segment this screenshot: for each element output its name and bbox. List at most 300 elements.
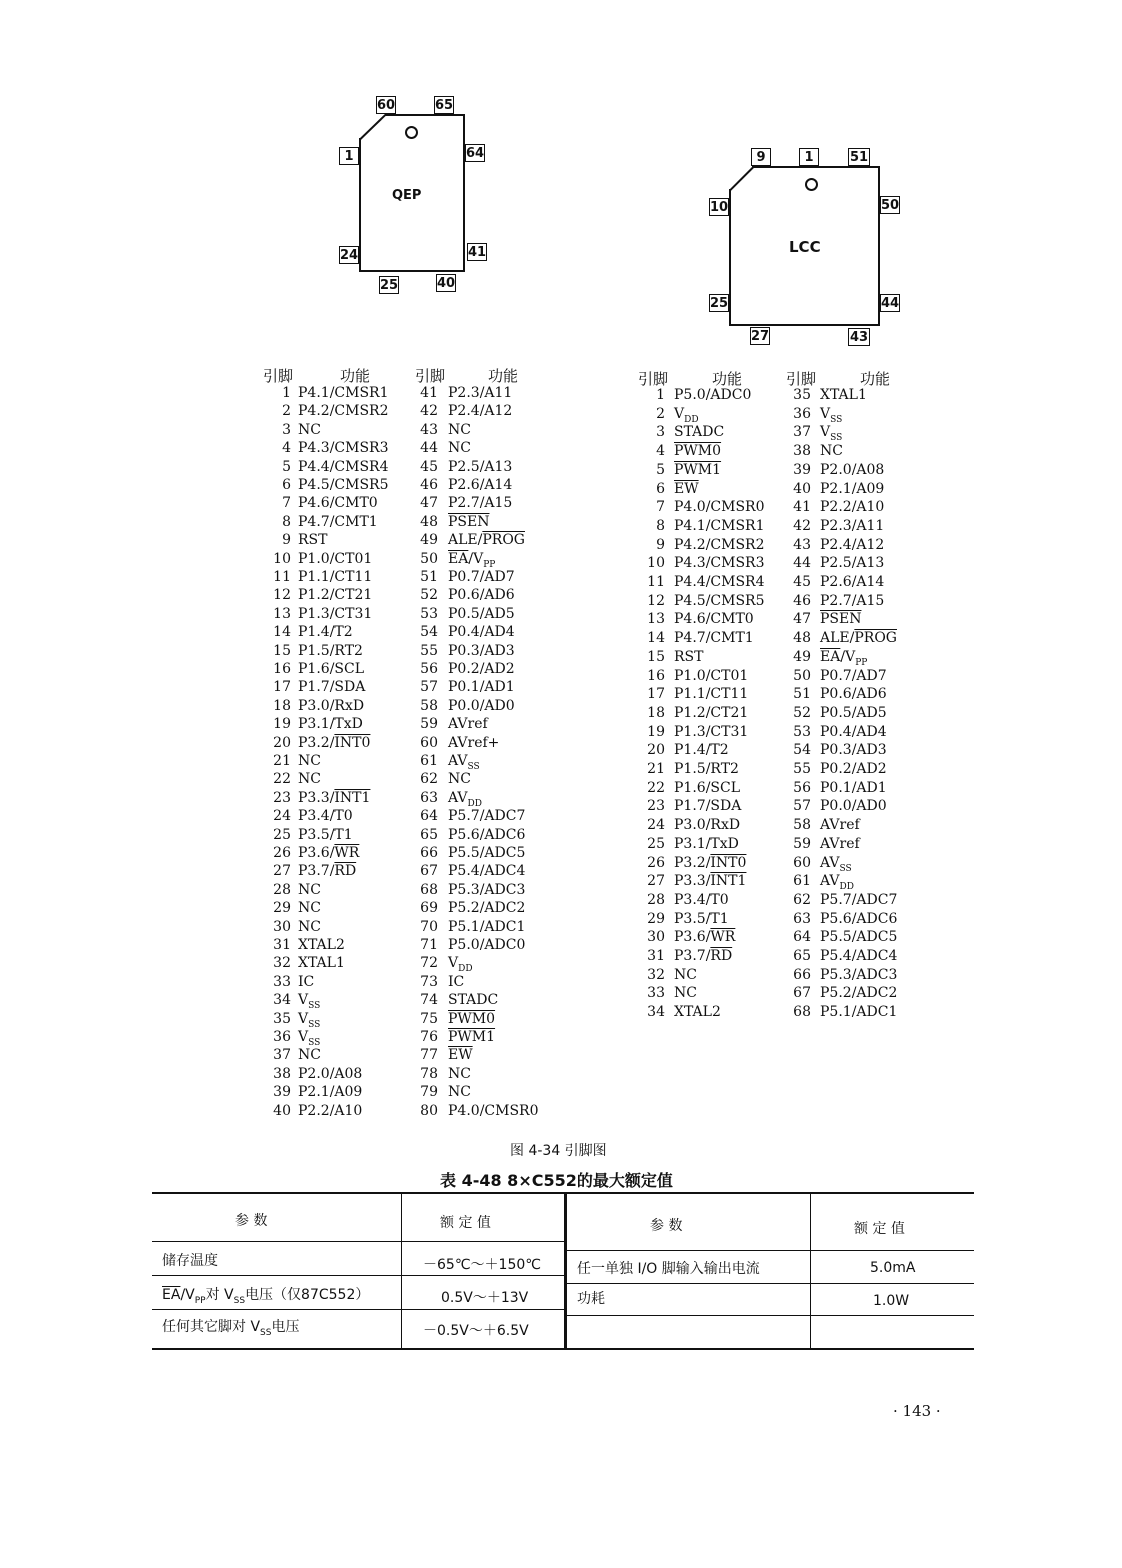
pin-function: P0.0/AD0	[448, 697, 515, 714]
lcc-col2-pin-header: 引脚	[786, 370, 817, 388]
pin-number: 46	[793, 592, 811, 609]
lcc-pin-50: 50	[881, 198, 900, 213]
qfp-pin1-dot	[405, 126, 418, 139]
pin-function: $P3.6/\overline{WR}$	[674, 929, 736, 946]
table-right-rating-header: 额 定 值	[854, 1221, 905, 1237]
pin-number: 62	[420, 771, 438, 788]
pin-function: P3.1/TxD	[674, 835, 739, 852]
pin-number: 41	[420, 385, 438, 401]
pin-function: P5.3/ADC3	[820, 966, 898, 983]
pin-function: P0.5/AD5	[448, 605, 515, 622]
lcc-col2-func-header: 功能	[860, 370, 891, 388]
pin-number: 7	[282, 495, 291, 512]
pin-function: P4.2/CMSR2	[674, 536, 765, 553]
pin-number: 17	[273, 679, 291, 696]
pin-function: P1.2/CT21	[298, 587, 373, 604]
pin-function: P1.0/CT01	[674, 667, 749, 684]
pin-number: 38	[273, 1065, 291, 1082]
pin-number: 19	[647, 723, 665, 740]
pin-number: 37	[793, 424, 811, 441]
qfp-pin-64: 64	[466, 146, 485, 161]
lcc-pin-27: 27	[751, 329, 770, 344]
pin-function: AVref+	[448, 734, 500, 751]
table-top-rule	[152, 1192, 974, 1194]
pin-function: P5.7/ADC7	[820, 891, 898, 908]
pin-function: P0.6/AD6	[820, 686, 887, 703]
pin-function: P3.3/INT1	[674, 873, 747, 890]
pin-function: P5.1/ADC1	[820, 1004, 898, 1021]
pin-number: 15	[273, 642, 291, 659]
table-bottom-rule	[152, 1348, 974, 1350]
pin-number: 47	[793, 611, 811, 628]
pin-number: 72	[420, 955, 438, 972]
pin-function: P4.2/CMSR2	[298, 403, 389, 420]
pin-number: 43	[420, 421, 438, 438]
pin-function: P1.3/CT31	[298, 605, 373, 622]
pin-function: P5.0/ADC0	[448, 937, 526, 953]
pin-number: 9	[282, 532, 291, 549]
table-title: 表 4-48 8×C552的最大额定值	[440, 1171, 673, 1190]
pin-function: P5.2/ADC2	[820, 985, 898, 1002]
qfp-pin-24: 24	[340, 248, 359, 263]
pin-function: P3.5/T1	[674, 910, 729, 927]
pin-function: P5.3/ADC3	[448, 881, 526, 898]
pin-function: P2.0/A08	[298, 1065, 363, 1082]
lcc-body-left-edge	[729, 189, 731, 326]
pin-function: P5.6/ADC6	[820, 910, 898, 927]
pin-function: P3.3/INT1	[298, 789, 371, 806]
pin-number: 6	[656, 480, 665, 497]
pin-function: NC	[298, 1047, 321, 1064]
pin-number: 59	[793, 835, 811, 852]
pin-number: 42	[420, 403, 438, 420]
pin-function: IC	[448, 973, 465, 990]
pin-function: NC	[298, 771, 321, 788]
pin-function: P3.0/RxD	[674, 817, 741, 834]
pin-function: P1.3/CT31	[674, 723, 749, 740]
pin-number: 67	[793, 985, 811, 1002]
pin-function: NC	[298, 753, 321, 769]
qfp-col2-pin-header: 引脚	[415, 367, 446, 385]
pin-number: 44	[793, 555, 811, 572]
pin-number: 2	[656, 405, 665, 422]
table-left-param-header: 参 数	[235, 1213, 268, 1229]
pin-number: 1	[282, 385, 291, 401]
pin-number: 31	[647, 948, 665, 964]
pin-number: 2	[282, 403, 291, 420]
pin-number: 63	[420, 789, 438, 806]
pin-function: NC	[298, 918, 321, 935]
pin-function: PSEN	[448, 513, 490, 530]
table-right-row1-param: 任一单独 I/O 脚输入输出电流	[577, 1261, 760, 1277]
pin-function: $V_{DD}$	[448, 955, 473, 975]
pin-function: P1.6/SCL	[674, 779, 741, 796]
pin-function: P4.6/CMT0	[298, 495, 378, 512]
pin-number: 76	[420, 1029, 438, 1045]
pin-function: P0.3/AD3	[820, 742, 887, 759]
pin-function: P1.1/CT11	[674, 686, 749, 703]
pin-function: P0.7/AD7	[448, 569, 515, 585]
pin-function: P0.0/AD0	[820, 798, 887, 815]
pin-number: 38	[793, 443, 811, 460]
pin-number: 79	[420, 1084, 438, 1101]
pin-function: P3.5/T1	[298, 826, 353, 843]
pin-function: P5.2/ADC2	[448, 900, 526, 917]
pin-number: 24	[647, 817, 665, 834]
table-right-row1-value: 5.0mA	[870, 1260, 916, 1276]
pin-function: P0.2/AD2	[448, 661, 515, 677]
pin-number: 43	[793, 536, 811, 553]
pin-function: XTAL2	[674, 1004, 721, 1021]
pin-function: P3.4/T0	[674, 891, 729, 908]
pin-function: NC	[298, 900, 321, 917]
pin-function: NC	[448, 771, 471, 788]
pin-function: P3.0/RxD	[298, 697, 365, 714]
pin-number: 14	[647, 630, 665, 647]
pin-function: NC	[448, 421, 471, 438]
pin-number: 65	[420, 826, 438, 843]
pin-number: 35	[793, 387, 811, 403]
lcc-col1-pin-header: 引脚	[638, 370, 669, 388]
pin-number: 56	[420, 661, 438, 677]
pin-number: 22	[647, 779, 665, 796]
pin-number: 67	[420, 863, 438, 880]
pin-number: 12	[647, 592, 665, 609]
pin-number: 66	[793, 966, 811, 983]
lcc-pin-51: 51	[849, 150, 869, 165]
pin-function: P4.3/CMSR3	[674, 555, 765, 572]
pin-function: P0.1/AD1	[820, 779, 887, 796]
pin-number: 74	[420, 992, 438, 1009]
pin-number: 10	[647, 555, 665, 572]
pin-number: 56	[793, 779, 811, 796]
table-left-row2-value: 0.5V～＋13V	[441, 1290, 529, 1306]
pin-number: 26	[273, 845, 291, 861]
pin-function: P0.3/AD3	[448, 642, 515, 659]
pin-function: P1.5/RT2	[298, 642, 363, 659]
pin-number: 6	[282, 477, 291, 493]
pin-function: $V_{SS}$	[820, 405, 843, 425]
pin-function: P3.2/INT0	[674, 854, 747, 871]
table-left-rating-header: 额 定 值	[440, 1215, 491, 1231]
pin-function: PSEN	[820, 611, 862, 628]
pin-number: 53	[793, 723, 811, 740]
pin-function: RST	[674, 648, 704, 665]
pin-function: $AV_{DD}$	[820, 873, 854, 892]
pin-function: $P3.7/\overline{RD}$	[298, 863, 357, 880]
pin-number: 18	[273, 697, 291, 714]
pin-function: $V_{SS}$	[298, 1029, 321, 1048]
pin-number: 66	[420, 845, 438, 861]
lcc-pin-10: 10	[710, 200, 729, 215]
pin-function: P3.2/INT0	[298, 734, 371, 751]
pin-number: 69	[420, 900, 438, 917]
pin-function: P4.1/CMSR1	[674, 517, 765, 534]
pin-function: P0.4/AD4	[820, 723, 887, 740]
pin-function: NC	[674, 985, 697, 1002]
pin-function: PWM1	[448, 1029, 496, 1045]
pin-function: P5.4/ADC4	[820, 948, 898, 964]
lcc-pin-25: 25	[710, 296, 729, 311]
pin-number: 77	[420, 1047, 438, 1064]
table-right-row2-value: 1.0W	[873, 1293, 910, 1309]
pin-number: 27	[647, 873, 665, 890]
pin-number: 52	[420, 587, 438, 604]
pin-number: 44	[420, 440, 438, 457]
pin-number: 13	[273, 605, 291, 622]
pin-function: NC	[298, 421, 321, 438]
pin-function: P1.4/T2	[298, 624, 353, 641]
pin-number: 20	[647, 742, 665, 759]
pin-number: 54	[793, 742, 811, 759]
pin-function: P1.4/T2	[674, 742, 729, 759]
pin-number: 16	[647, 667, 665, 684]
pin-number: 55	[420, 642, 438, 659]
pin-number: 21	[273, 753, 291, 769]
pin-number: 60	[420, 734, 438, 751]
lcc-pin-1: 1	[799, 148, 819, 166]
qfp-pin-25: 25	[380, 278, 399, 293]
table-left-divider	[401, 1194, 402, 1348]
qfp-col1-func-header: 功能	[340, 367, 371, 385]
pin-number: 46	[420, 477, 438, 493]
pin-number: 11	[273, 569, 291, 585]
qfp-label: QEP	[392, 188, 422, 203]
pin-function: $P3.6/\overline{WR}$	[298, 845, 360, 861]
pin-function: STADC	[448, 992, 499, 1009]
pin-function: P0.2/AD2	[820, 761, 887, 777]
pin-function: P2.2/A10	[820, 499, 885, 516]
pin-number: 33	[273, 973, 291, 990]
pin-number: 50	[420, 550, 438, 567]
table-left-row3-param: 任何其它脚对 $V_{SS}$电压	[162, 1319, 300, 1338]
pin-number: 36	[273, 1029, 291, 1045]
table-left-row1-param: 储存温度	[162, 1253, 218, 1269]
pin-number: 26	[647, 854, 665, 871]
pin-function: $AV_{SS}$	[820, 854, 852, 874]
pin-number: 11	[647, 574, 665, 590]
pin-number: 22	[273, 771, 291, 788]
pin-number: 41	[793, 499, 811, 516]
pin-number: 70	[420, 918, 438, 935]
pin-function: $V_{DD}$	[674, 405, 699, 425]
lcc-notch	[729, 167, 754, 192]
pin-function: NC	[448, 1084, 471, 1101]
pin-number: 35	[273, 1010, 291, 1027]
pin-function: P2.3/A11	[820, 517, 885, 534]
pin-number: 7	[656, 499, 665, 516]
pin-number: 24	[273, 808, 291, 825]
pin-number: 65	[793, 948, 811, 964]
pin-function: P2.1/A09	[298, 1084, 363, 1101]
pin-number: 63	[793, 910, 811, 927]
pin-function: ALE/PROG	[820, 630, 897, 647]
lcc-pin-43: 43	[849, 330, 869, 345]
pin-number: 9	[656, 536, 665, 553]
qfp-pin-60: 60	[377, 98, 396, 113]
pin-function: ALE/PROG	[448, 532, 525, 549]
pin-number: 68	[793, 1004, 811, 1021]
pin-function: PWM0	[448, 1010, 496, 1027]
pin-function: P4.1/CMSR1	[298, 385, 389, 401]
qfp-pin-65: 65	[435, 98, 454, 113]
pin-number: 25	[273, 826, 291, 843]
table-mid-divider	[564, 1194, 567, 1348]
pin-number: 49	[420, 532, 438, 549]
pin-number: 1	[656, 387, 665, 403]
pin-function: P5.0/ADC0	[674, 387, 752, 403]
pin-number: 3	[656, 424, 665, 441]
pin-function: P2.4/A12	[820, 536, 885, 553]
pin-function: P4.7/CMT1	[298, 513, 378, 530]
pin-number: 57	[420, 679, 438, 696]
pin-number: 48	[793, 630, 811, 647]
table-right-row2-rule	[567, 1315, 974, 1316]
pin-number: 50	[793, 667, 811, 684]
pin-function: AVref	[448, 716, 488, 733]
pin-number: 34	[647, 1004, 665, 1021]
pin-number: 73	[420, 973, 438, 990]
qfp-body-left-edge	[359, 138, 361, 272]
pin-function: P0.4/AD4	[448, 624, 515, 641]
pin-number: 28	[273, 881, 291, 898]
pin-number: 78	[420, 1065, 438, 1082]
pin-function: PWM0	[674, 443, 722, 460]
pin-number: 62	[793, 891, 811, 908]
pin-number: 19	[273, 716, 291, 733]
pin-function: $V_{SS}$	[298, 992, 321, 1011]
pin-function: P2.4/A12	[448, 403, 513, 420]
pin-function: P3.1/TxD	[298, 716, 363, 733]
pin-number: 51	[420, 569, 438, 585]
lcc-pin-44: 44	[881, 296, 900, 311]
pin-number: 49	[793, 648, 811, 665]
pin-number: 42	[793, 517, 811, 534]
pin-number: 45	[793, 574, 811, 590]
pin-number: 4	[656, 443, 665, 460]
table-right-row2-param: 功耗	[577, 1291, 605, 1307]
pin-number: 31	[273, 937, 291, 953]
pin-function: P2.1/A09	[820, 480, 885, 497]
pin-function: $\overline{EA}/V_{PP}$	[820, 648, 868, 668]
pin-number: 3	[282, 421, 291, 438]
pin-function: NC	[820, 443, 843, 460]
pin-number: 8	[656, 517, 665, 534]
pin-number: 48	[420, 513, 438, 530]
pin-function: P1.6/SCL	[298, 661, 365, 677]
page-number: · 143 ·	[893, 1402, 941, 1420]
pin-number: 13	[647, 611, 665, 628]
pin-number: 57	[793, 798, 811, 815]
pin-function: $P3.7/\overline{RD}$	[674, 948, 733, 964]
pin-number: 59	[420, 716, 438, 733]
pin-function: P1.2/CT21	[674, 704, 749, 721]
table-left-row1-rule	[152, 1275, 564, 1276]
pin-function: P2.7/A15	[820, 592, 885, 609]
pin-number: 55	[793, 761, 811, 777]
qfp-pin-1: 1	[339, 147, 359, 165]
pin-number: 39	[273, 1084, 291, 1101]
pin-function: XTAL1	[298, 955, 345, 972]
pin-number: 36	[793, 405, 811, 422]
pin-function: $\overline{EA}/V_{PP}$	[448, 550, 496, 570]
pin-number: 5	[656, 461, 665, 478]
pin-number: 14	[273, 624, 291, 641]
pin-number: 54	[420, 624, 438, 641]
pin-function: NC	[448, 1065, 471, 1082]
pin-number: 40	[793, 480, 811, 497]
pin-number: 32	[647, 966, 665, 983]
pin-number: 27	[273, 863, 291, 880]
lcc-pin1-dot	[805, 178, 818, 191]
lcc-pin-9: 9	[751, 148, 771, 166]
table-left-row3-value: －0.5V～＋6.5V	[423, 1323, 529, 1339]
pin-function: P2.7/A15	[448, 495, 513, 512]
pin-number: 80	[420, 1102, 438, 1119]
pin-number: 71	[420, 937, 438, 953]
pin-number: 64	[420, 808, 438, 825]
pin-function: P2.5/A13	[448, 458, 513, 475]
table-right-header-rule	[567, 1250, 974, 1251]
lcc-col1-func-header: 功能	[712, 370, 743, 388]
pin-function: AVref	[820, 817, 860, 834]
pin-function: P1.1/CT11	[298, 569, 373, 585]
pin-number: 33	[647, 985, 665, 1002]
pin-function: P2.6/A14	[820, 574, 885, 590]
pin-number: 51	[793, 686, 811, 703]
pin-number: 23	[273, 789, 291, 806]
lcc-body-bottom-edge	[729, 324, 880, 326]
pin-function: P5.6/ADC6	[448, 826, 526, 843]
pin-number: 8	[282, 513, 291, 530]
pin-number: 15	[647, 648, 665, 665]
pin-number: 30	[647, 929, 665, 946]
qfp-pin-40: 40	[437, 276, 456, 291]
pin-function: NC	[298, 881, 321, 898]
pin-number: 23	[647, 798, 665, 815]
pin-function: NC	[674, 966, 697, 983]
pin-function: P0.1/AD1	[448, 679, 515, 696]
table-left-header-rule	[152, 1241, 564, 1242]
pin-function: P5.5/ADC5	[820, 929, 898, 946]
pin-function: P4.0/CMSR0	[674, 499, 765, 516]
pin-number: 28	[647, 891, 665, 908]
pin-function: P2.6/A14	[448, 477, 513, 493]
pin-number: 58	[420, 697, 438, 714]
qfp-col2-func-header: 功能	[488, 367, 519, 385]
pin-number: 25	[647, 835, 665, 852]
pin-function: $\overline{EW}$	[448, 1047, 473, 1064]
pin-function: P2.5/A13	[820, 555, 885, 572]
pin-function: P4.4/CMSR4	[298, 458, 389, 475]
pin-function: P2.0/A08	[820, 461, 885, 478]
pin-number: 18	[647, 704, 665, 721]
pin-number: 52	[793, 704, 811, 721]
pin-number: 12	[273, 587, 291, 604]
pin-function: P2.3/A11	[448, 385, 513, 401]
pin-number: 39	[793, 461, 811, 478]
pin-function: P4.0/CMSR0	[448, 1102, 539, 1119]
pin-function: P0.7/AD7	[820, 667, 887, 684]
pin-number: 30	[273, 918, 291, 935]
pin-number: 16	[273, 661, 291, 677]
pin-function: P4.5/CMSR5	[298, 477, 389, 493]
table-right-row1-rule	[567, 1283, 974, 1284]
pin-number: 45	[420, 458, 438, 475]
pin-number: 60	[793, 854, 811, 871]
pin-number: 20	[273, 734, 291, 751]
table-right-divider	[810, 1194, 811, 1348]
